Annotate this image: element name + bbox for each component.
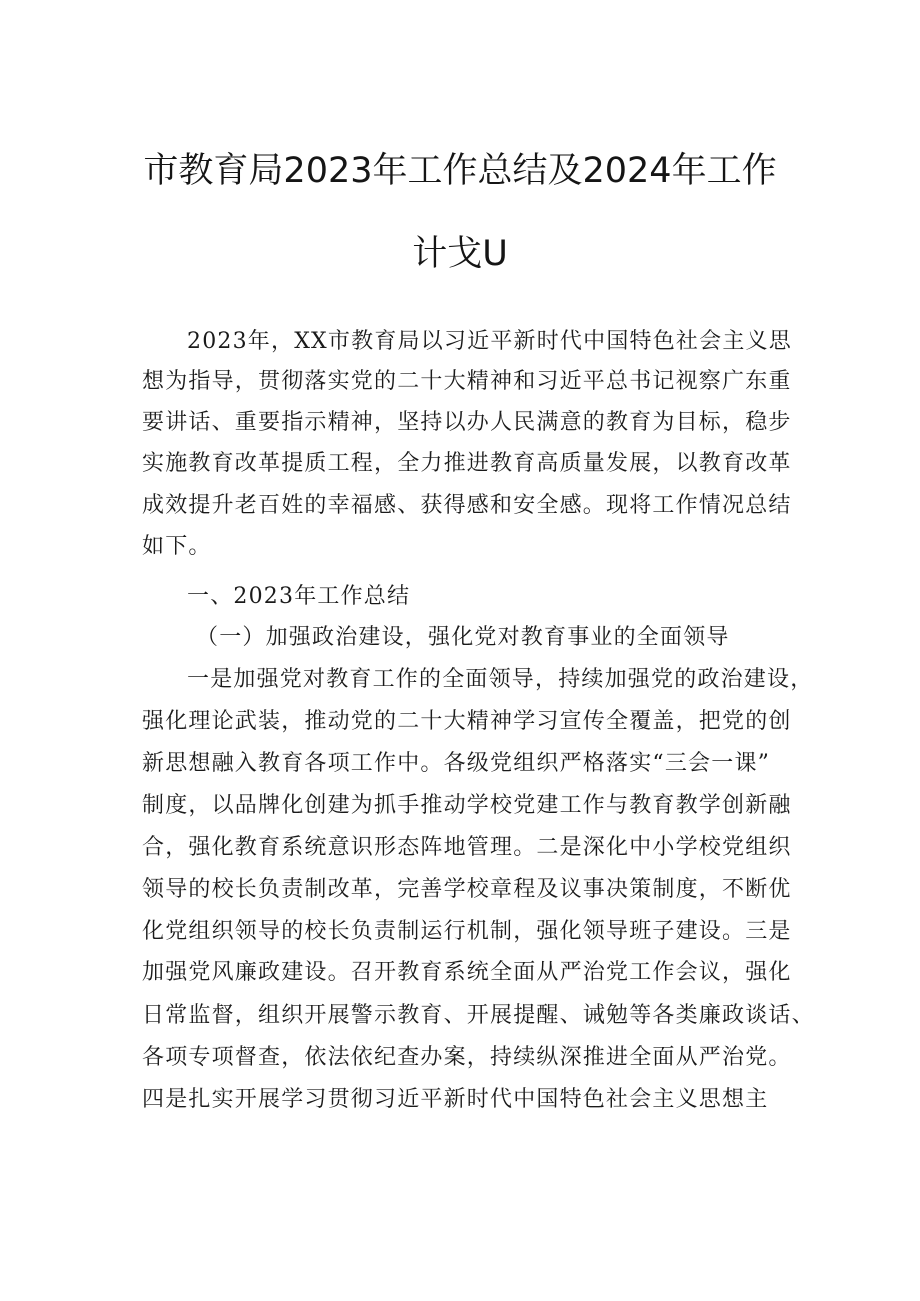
paragraph-line: 一是加强党对教育工作的全面领导，持续加强党的政治建设， bbox=[187, 667, 814, 692]
document-title-line-1: 市教育局2023年工作总结及2024年工作 bbox=[143, 151, 777, 191]
paragraph-line: 想为指导，贯彻落实党的二十大精神和习近平总书记视察广东重 bbox=[142, 369, 792, 394]
paragraph-line: 四是扎实开展学习贯彻习近平新时代中国特色社会主义思想主 bbox=[142, 1087, 769, 1112]
paragraph-line: 化党组织领导的校长负责制运行机制，强化领导班子建设。三是 bbox=[142, 919, 792, 944]
paragraph-line: 2023年，XX市教育局以习近平新时代中国特色社会主义思 bbox=[187, 329, 792, 354]
paragraph-line: 加强党风廉政建设。召开教育系统全面从严治党工作会议，强化 bbox=[142, 960, 792, 985]
paragraph-line: 日常监督，组织开展警示教育、开展提醒、诫勉等各类廉政谈话、 bbox=[142, 1003, 815, 1028]
paragraph-line: 如下。 bbox=[142, 534, 212, 559]
subsection-heading: （一）加强政治建设，强化党对教育事业的全面领导 bbox=[196, 625, 730, 650]
document-title-line-2: 计戈U bbox=[412, 234, 508, 274]
paragraph-line: 要讲话、重要指示精神，坚持以办人民满意的教育为目标，稳步 bbox=[142, 410, 792, 435]
paragraph-line: 合，强化教育系统意识形态阵地管理。二是深化中小学校党组织 bbox=[142, 835, 792, 860]
paragraph-line: 实施教育改革提质工程，全力推进教育高质量发展，以教育改革 bbox=[142, 451, 792, 476]
paragraph-line: 新思想融入教育各项工作中。各级党组织严格落实“三会一课” bbox=[142, 751, 771, 776]
paragraph-line: 领导的校长负责制改革，完善学校章程及议事决策制度，不断优 bbox=[142, 877, 792, 902]
paragraph-line: 成效提升老百姓的幸福感、获得感和安全感。现将工作情况总结 bbox=[142, 493, 792, 518]
paragraph-line: 制度，以品牌化创建为抓手推动学校党建工作与教育教学创新融 bbox=[142, 793, 792, 818]
paragraph-line: 各项专项督查，依法依纪查办案，持续纵深推进全面从严治党。 bbox=[142, 1045, 792, 1070]
section-heading: 一、2023年工作总结 bbox=[187, 584, 411, 609]
paragraph-line: 强化理论武装，推动党的二十大精神学习宣传全覆盖，把党的创 bbox=[142, 709, 792, 734]
